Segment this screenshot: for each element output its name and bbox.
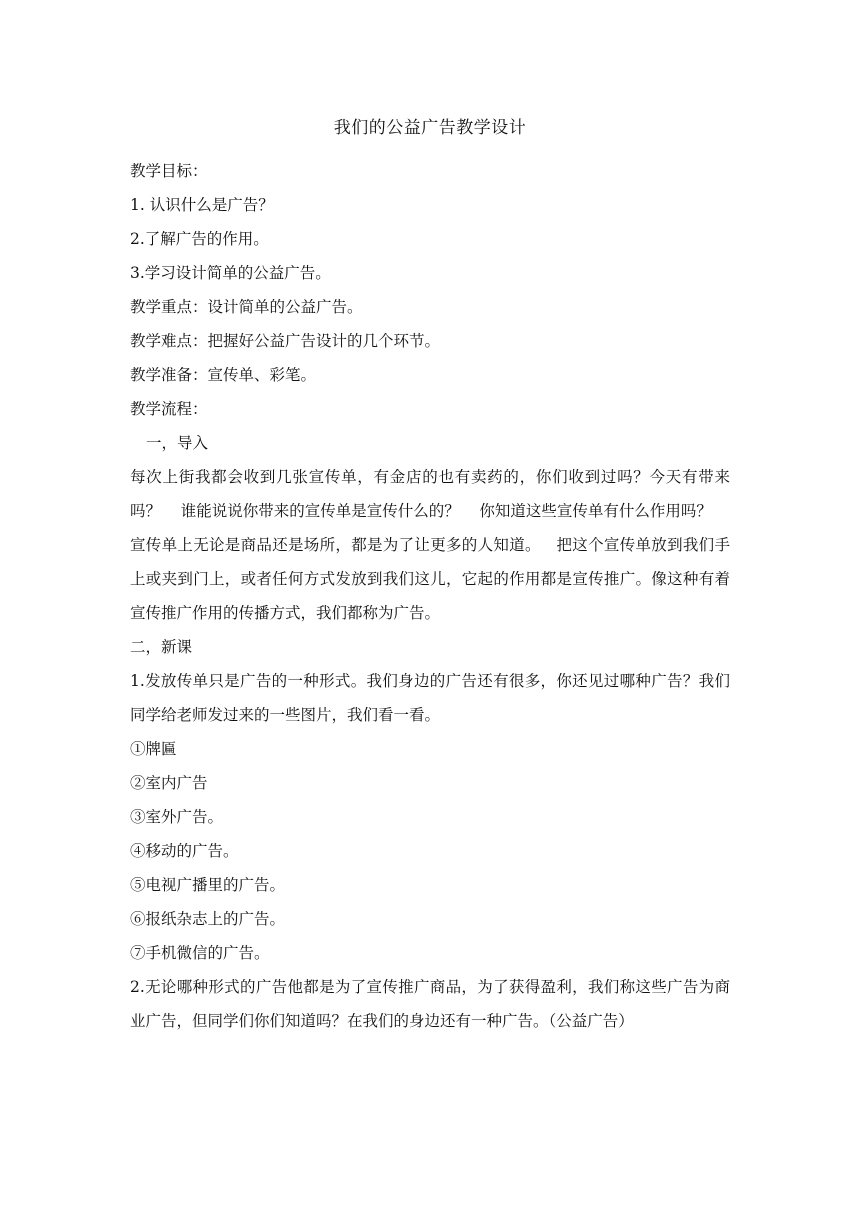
key-point: 教学重点：设计简单的公益广告。	[130, 298, 363, 316]
section-heading-intro: 一，导入	[146, 434, 209, 452]
body-paragraph: 2.无论哪种形式的广告他都是为了宣传推广商品，为了获得盈利，我们称这些广告为商业广告，但同学们你们知道吗？在我们的身边还有一种广告。（公益广告）	[130, 978, 730, 1030]
list-item: ①牌匾	[130, 740, 177, 758]
document-title: 我们的公益广告教学设计	[333, 118, 527, 138]
preparation: 教学准备：宣传单、彩笔。	[130, 366, 317, 384]
list-item: ②室内广告	[130, 774, 208, 792]
document-body	[130, 154, 730, 1038]
body-paragraph: 宣传单上无论是商品还是场所，都是为了让更多的人知道。 把这个宣传单放到我们手上或夹到门上，或者任何方式发放到我们这儿，它起的作用都是宣传推广。像这种有着宣传推广作用的传播方式，我们都称为广告。	[130, 536, 730, 622]
list-item: ④移动的广告。	[130, 842, 239, 860]
objective-item: 3.学习设计简单的公益广告。	[130, 264, 331, 282]
list-item: ⑥报纸杂志上的广告。	[130, 910, 286, 928]
list-item: ⑤电视广播里的广告。	[130, 876, 286, 894]
objectives-heading: 教学目标：	[130, 162, 208, 180]
objective-item: 1. 认识什么是广告？	[130, 196, 274, 214]
process-heading: 教学流程：	[130, 400, 208, 418]
list-item: ⑦手机微信的广告。	[130, 944, 270, 962]
body-paragraph: 1.发放传单只是广告的一种形式。我们身边的广告还有很多，你还见过哪种广告？我们同学给老师发过来的一些图片，我们看一看。	[130, 672, 730, 724]
section-heading-new-lesson: 二，新课	[130, 638, 193, 656]
list-item: ③室外广告。	[130, 808, 224, 826]
body-paragraph: 每次上街我都会收到几张宣传单，有金店的也有卖药的，你们收到过吗？今天有带来吗？ 谁能说说你带来的宣传单是宣传什么的？ 你知道这些宣传单有什么作用吗？	[130, 468, 730, 520]
difficult-point: 教学难点：把握好公益广告设计的几个环节。	[130, 332, 441, 350]
objective-item: 2.了解广告的作用。	[130, 230, 269, 248]
